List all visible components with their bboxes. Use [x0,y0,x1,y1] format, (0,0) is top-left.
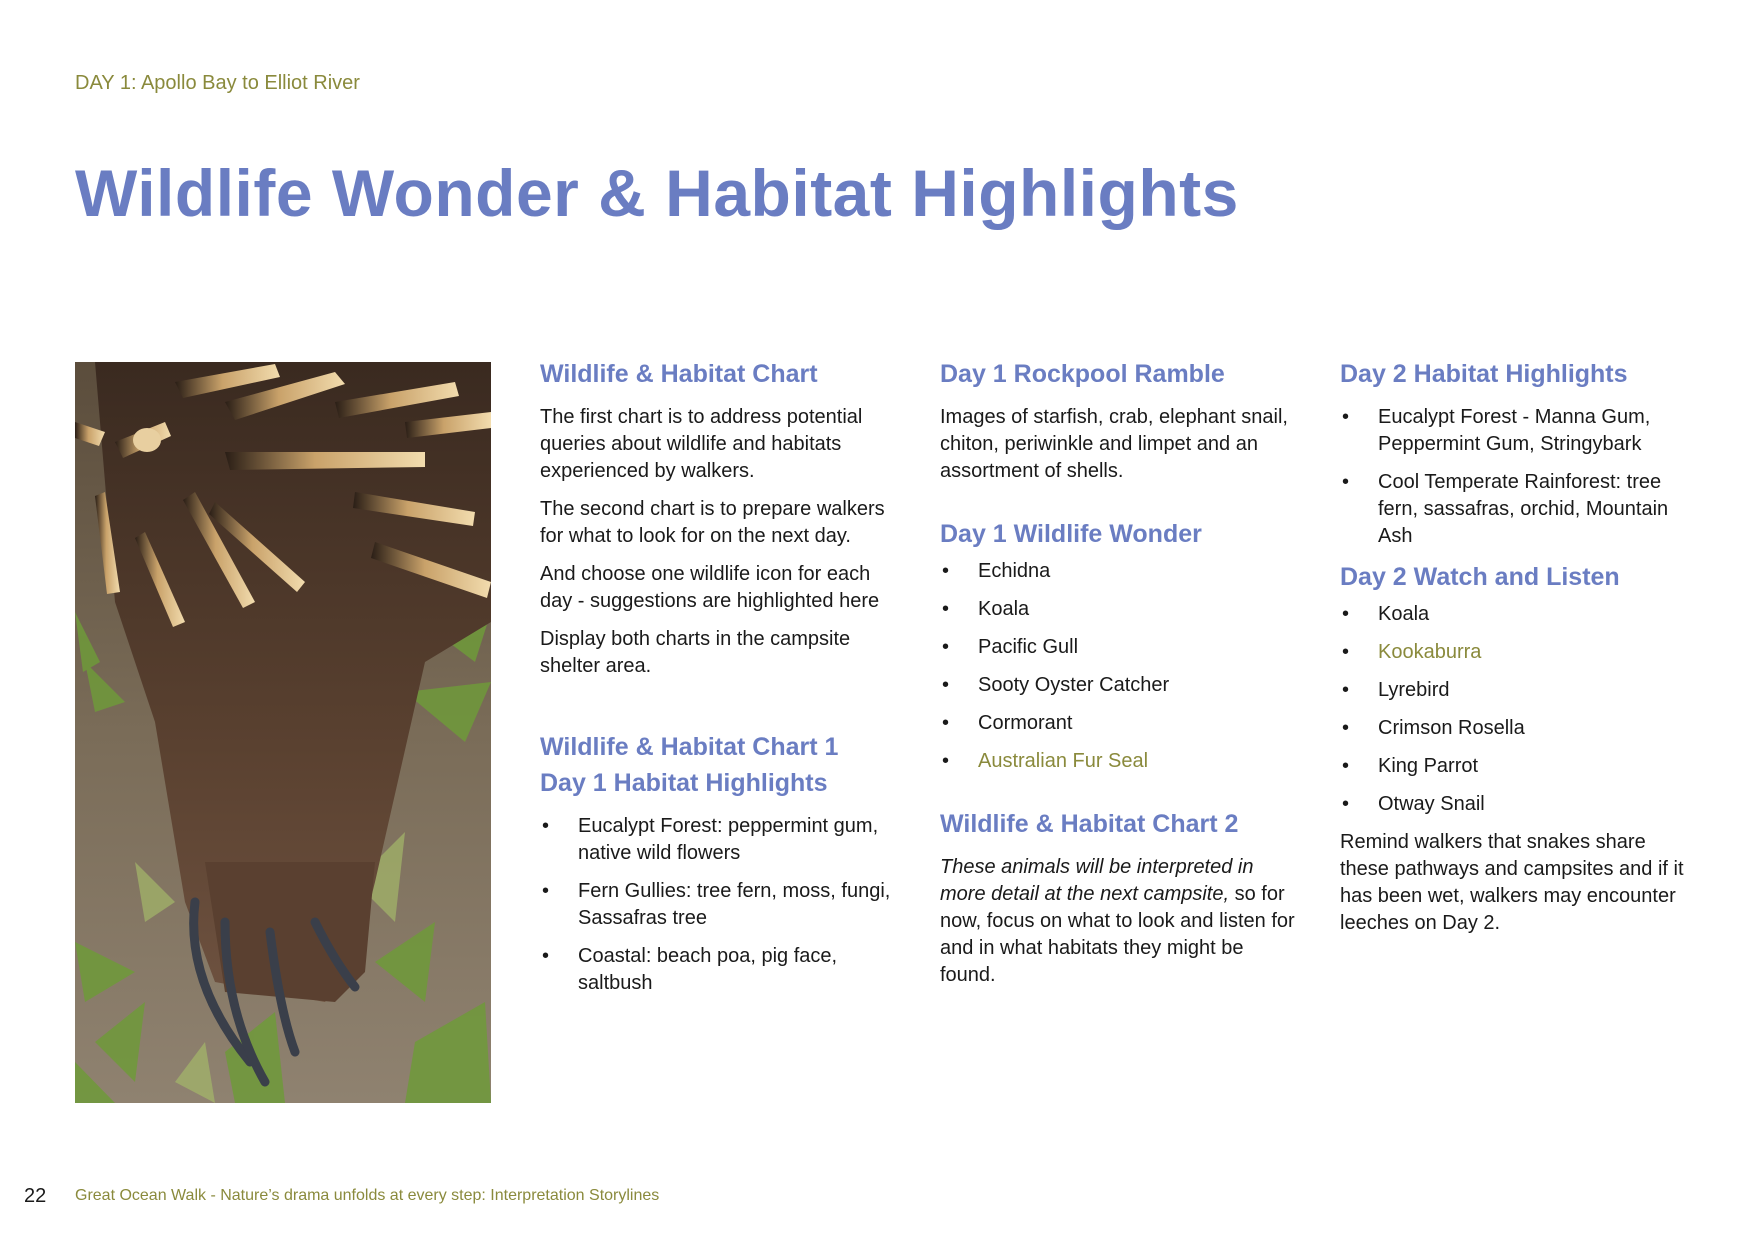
day2-wildlife-list [1340,601,1690,818]
day-label: DAY 1: Apollo Bay to Elliot River [75,72,360,94]
paragraph: The first chart is to address potential queries about wildlife and habitats experienced by walkers. [540,406,863,482]
list-item: • Koala [1340,601,1690,628]
day1-wildlife-list [940,558,1300,775]
section-heading-day2-habitat: Day 2 Habitat Highlights [1340,360,1628,388]
list-item: • Sooty Oyster Catcher [940,672,1300,699]
chart2-italic: These animals will be interpreted in more detail at the next campsite, [940,856,1254,905]
echidna-photo [75,362,491,1103]
day1-habitat-list [540,813,900,997]
list-item: • Cormorant [940,710,1300,737]
chart2-text [940,854,1300,989]
footer-text: Great Ocean Walk - Nature’s drama unfolds at every step: Interpretation Storylines [75,1187,660,1204]
section-heading-day2-watch: Day 2 Watch and Listen [1340,563,1620,591]
list-item: • Lyrebird [1340,677,1690,704]
list-item: • Pacific Gull [940,634,1300,661]
reminder-text: Remind walkers that snakes share these pathways and campsites and if it has been wet, walkers may encounter leeches on Day 2. [1340,831,1684,934]
day2-habitat-list [1340,404,1690,550]
list-item: • Coastal: beach poa, pig face, saltbush [540,943,900,997]
column-1 [540,358,900,1008]
list-item: • King Parrot [1340,753,1690,780]
list-item-highlighted: • Australian Fur Seal [940,748,1300,775]
paragraph: Display both charts in the campsite shelter area. [540,628,851,677]
list-item: • Eucalypt Forest - Manna Gum, Peppermint Gum, Stringybark [1340,404,1690,458]
list-item: • Fern Gullies: tree fern, moss, fungi, Sassafras tree [540,878,900,932]
page-title: Wildlife Wonder & Habitat Highlights [75,156,1239,230]
column-2 [940,358,1300,1000]
list-item: • Echidna [940,558,1300,585]
section-heading-chart-2: Wildlife & Habitat Chart 2 [940,810,1239,838]
column-3 [1340,358,1690,948]
section-heading-day1-wildlife: Day 1 Wildlife Wonder [940,520,1202,548]
echidna-illustration [75,362,491,1103]
section-heading-wildlife-habitat-chart: Wildlife & Habitat Chart [540,360,818,388]
section-heading-chart-1: Wildlife & Habitat Chart 1 [540,733,839,761]
list-item: • Koala [940,596,1300,623]
list-item: • Eucalypt Forest: peppermint gum, native wild flowers [540,813,900,867]
chart2-rest: so for now, focus on what to look and listen for and in what habitats they might be found. [940,883,1295,986]
paragraph: The second chart is to prepare walkers for what to look for on the next day. [540,498,885,547]
section-heading-rockpool: Day 1 Rockpool Ramble [940,360,1225,388]
page-number: 22 [24,1185,47,1207]
section-heading-day1-habitat: Day 1 Habitat Highlights [540,769,828,797]
list-item-highlighted: • Kookaburra [1340,639,1690,666]
list-item: • Otway Snail [1340,791,1690,818]
paragraph: And choose one wildlife icon for each day - suggestions are highlighted here [540,563,880,612]
list-item: • Cool Temperate Rainforest: tree fern, sassafras, orchid, Mountain Ash [1340,469,1690,550]
list-item: • Crimson Rosella [1340,715,1690,742]
rockpool-text: Images of starfish, crab, elephant snail, chiton, periwinkle and limpet and an assortment of shells. [940,406,1288,482]
